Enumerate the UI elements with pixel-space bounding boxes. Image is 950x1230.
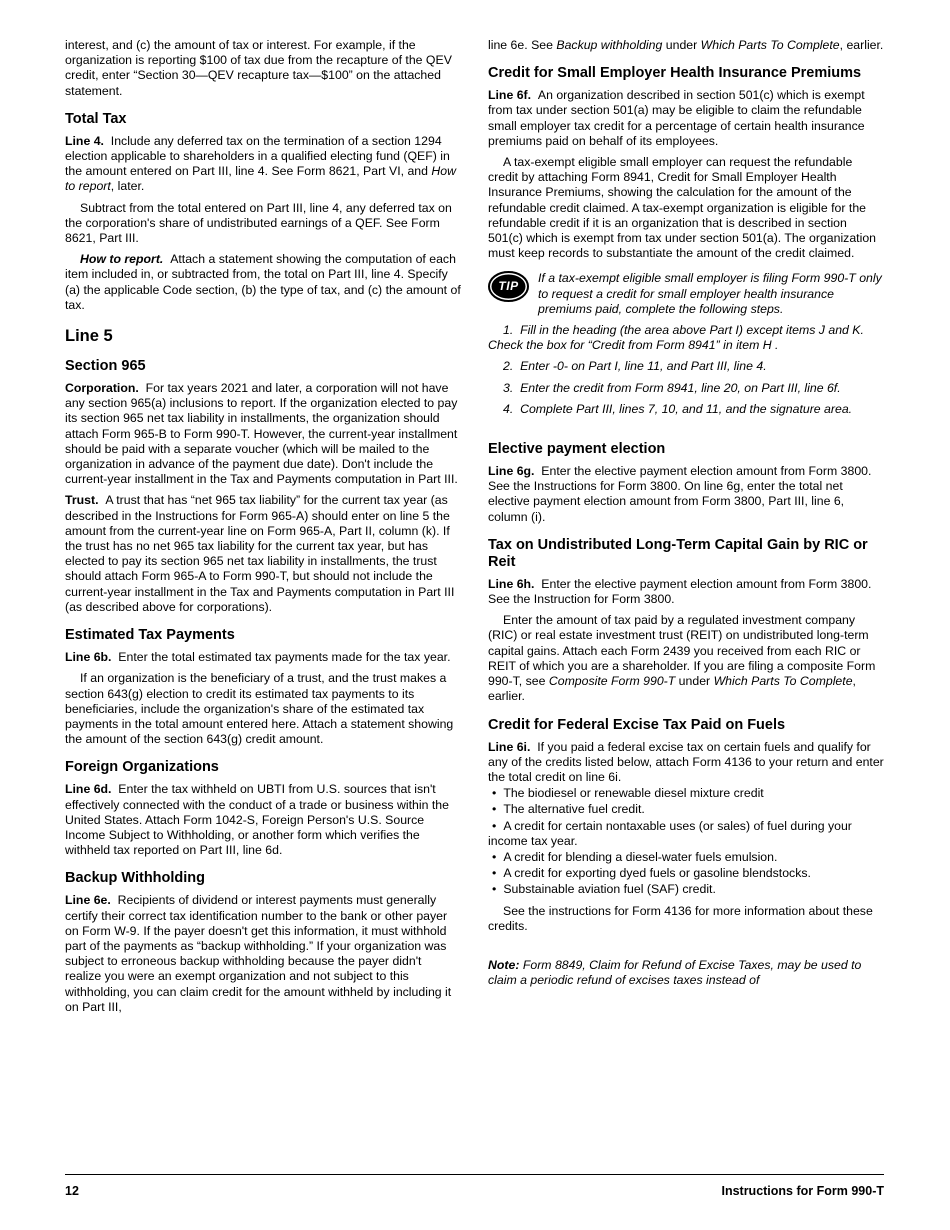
- text-run: , earlier.: [839, 38, 884, 52]
- lead-in-label: Line 6b.: [65, 650, 119, 665]
- text-run: Subtract from the total entered on Part III, line 4, any deferred tax on the corporation's share of undistributed earnings of a QEF. See Form 8621, Part III.: [65, 200, 452, 246]
- paragraph: [488, 740, 884, 786]
- left-column: [65, 38, 461, 1015]
- text-run: An organization described in section 501(c) which is exempt from tax under section 501(a) may be eligible to claim the refundable small employer tax credit for a percentage of certain health insurance premiums paid on behalf of its employees.: [488, 88, 865, 148]
- bullet-list-item: [488, 882, 884, 897]
- two-column-layout: [65, 38, 884, 1015]
- lead-in-label: Line 6i.: [488, 739, 538, 754]
- text-run: 1. Fill in the heading (the area above Part I) except items J and K. Check the box for “Credit from Form 8941” in item H .: [488, 323, 864, 353]
- tip-callout: [488, 271, 884, 317]
- bullet-marker: •: [492, 866, 497, 881]
- bullet-list-item: [488, 866, 884, 881]
- section-heading: Estimated Tax Payments: [65, 627, 235, 644]
- text-run: Which Parts To Complete: [700, 38, 840, 52]
- text-run: A credit for blending a diesel-water fuels emulsion.: [503, 849, 778, 864]
- paragraph: [488, 155, 884, 261]
- paragraph: [65, 134, 461, 195]
- bullet-marker: •: [492, 802, 497, 817]
- bullet-marker: •: [492, 786, 497, 801]
- section-heading: Credit for Small Employer Health Insurance Premiums: [488, 65, 862, 82]
- text-run: 4. Complete Part III, lines 7, 10, and 11, and the signature area.: [503, 401, 853, 416]
- paragraph: [488, 38, 884, 53]
- text-run: A trust that has “net 965 tax liability” for the current tax year (as described in the Instructions for Form 965-A) should enter on line 5 the amount from the current-year line on Form 965-A, Part II, column (k). If the trust has no net 965 tax liability for the current tax year, but has elected to pay its section 965 net tax liability in installments, the trust should attach Form 965-A to Form 990-T, but should not include the current-year installment in the Tax and Payments computation in Part III (as described above for corporations).: [65, 493, 455, 614]
- bullet-list-item: [488, 802, 884, 817]
- text-run: under: [662, 38, 701, 52]
- paragraph: [488, 613, 884, 704]
- paragraph: [65, 893, 461, 1015]
- text-run: See the instructions for Form 4136 for more information about these credits.: [488, 903, 873, 933]
- paragraph: [65, 671, 461, 747]
- text-run: 3. Enter the credit from Form 8941, line 20, on Part III, line 6f.: [503, 380, 841, 395]
- tip-icon: TIP: [488, 271, 529, 302]
- text-run: , later.: [110, 179, 145, 194]
- text-run: Backup withholding: [556, 38, 663, 52]
- bullet-list-item: [488, 819, 884, 849]
- text-run: Form 8849,: [522, 957, 590, 972]
- lead-in-label: Line 6e.: [65, 893, 118, 908]
- text-run: 2. Enter -0- on Part I, line 11, and Part III, line 4.: [503, 359, 767, 374]
- text-run: If a tax-exempt eligible small employer is filing Form 990-T only to request a credit for small employer health insurance premiums paid, complete the following steps.: [538, 271, 882, 316]
- paragraph: [65, 201, 461, 247]
- paragraph: [65, 38, 461, 99]
- paragraph: [488, 402, 884, 417]
- lead-in-label: Trust.: [65, 493, 106, 508]
- text-run: Include any deferred tax on the termination of a section 1294 election applicable to shareholders in a qualified electing fund (QEF) in the amount entered on Part III, line 4. See Form 8621, Part VI, and: [65, 133, 450, 179]
- section-heading: Section 965: [65, 358, 146, 375]
- text-run: Recipients of dividend or interest payments must generally certify their correct tax identification number to the bank or other payer on Form W-9. If the payer doesn't get this information, it must withhold part of the payments as “backup withholding.” If your organization was subject to erroneous backup withholding because the payer didn't realize you were an exempt organization and not subject to this withholding, you can claim credit for the amount withheld by including it on Part III,: [65, 893, 452, 1014]
- bullet-list-item: [488, 786, 884, 801]
- text-run: under: [675, 674, 714, 689]
- page-footer: [65, 1174, 884, 1198]
- text-run: Attach a statement showing the computation of each item included in, or subtracted from, the total on Part III, line 4. Specify (a) the applicable Code section, (b) the type of tax, and (c) the amount of tax.: [65, 252, 461, 312]
- text-run: The alternative fuel credit.: [503, 802, 645, 817]
- text-run: Enter the elective payment election amount from Form 3800. See the Instructions for Form 3800. On line 6g, enter the total net elective payment election amount from Form 3800, Part III, line 6, column (i).: [488, 464, 872, 524]
- lead-in-label: Line 6h.: [488, 576, 542, 591]
- section-heading: Credit for Federal Excise Tax Paid on Fuels: [488, 716, 786, 733]
- lead-in-label: Note:: [488, 957, 523, 972]
- lead-in-label: Line 4.: [65, 133, 111, 148]
- text-run: Enter the total estimated tax payments made for the tax year.: [118, 650, 451, 665]
- text-run: Claim for Refund of Excise Taxes, may be used to claim a periodic refund of excises taxes instead of: [488, 957, 862, 988]
- paragraph: [488, 88, 884, 149]
- paragraph: [488, 904, 884, 934]
- paragraph: [488, 323, 884, 353]
- lead-in-label: Line 6d.: [65, 782, 119, 797]
- bullet-list-item: [488, 850, 884, 865]
- text-run: Which Parts To Complete: [713, 674, 853, 689]
- bullet-marker: •: [492, 849, 497, 864]
- text-run: A credit for certain nontaxable uses (or sales) of fuel during your income tax year.: [488, 818, 852, 848]
- text-run: How to report: [65, 164, 456, 194]
- paragraph: [488, 464, 884, 525]
- paragraph: [65, 782, 461, 858]
- section-heading: Line 5: [65, 327, 113, 346]
- lead-in-label: Line 6f.: [488, 88, 538, 103]
- bullet-marker: •: [492, 818, 497, 833]
- text-run: Enter the elective payment election amount from Form 3800. See the Instruction for Form 3800.: [488, 576, 872, 607]
- text-run: , earlier.: [488, 674, 856, 704]
- tip-text: [538, 271, 884, 317]
- text-run: Composite Form 990-T: [548, 674, 676, 689]
- text-run: interest, and (c) the amount of tax or interest. For example, if the organization is reporting $100 of tax due from the recapture of the QEV credit, enter “Section 30—QEV recapture tax—$100” on the attached statement.: [65, 38, 452, 98]
- section-heading: Elective payment election: [488, 441, 666, 458]
- section-heading: Foreign Organizations: [65, 759, 219, 776]
- paragraph: [488, 359, 884, 374]
- text-run: The biodiesel or renewable diesel mixture credit: [503, 786, 764, 801]
- bullet-marker: •: [492, 882, 497, 897]
- text-run: If an organization is the beneficiary of a trust, and the trust makes a section 643(g) election to credit its estimated tax payments to its beneficiaries, include the organization's share of the estimated tax payments in the total amount entered here. Attach a statement showing the amount of the section 643(g) credit amount.: [65, 671, 454, 747]
- footer-title: Instructions for Form 990-T: [721, 1184, 884, 1198]
- text-run: Enter the tax withheld on UBTI from U.S. sources that isn't effectively connected with the conduct of a trade or business within the United States. Attach Form 1042-S, Foreign Person's U.S. Source Income Subject to Withholding, or another form which verifies the withheld tax reported on Part III, line 6d.: [65, 782, 449, 858]
- text-run: A credit for exporting dyed fuels or gasoline blendstocks.: [503, 866, 811, 881]
- text-run: For tax years 2021 and later, a corporation will not have any section 965(a) inclusions to report. If the organization elected to pay its section 965 net tax liability in installments, the organization should attach Form 965-B to Form 990-T. However, the current-year installment should be paid with a separate voucher (which will be mailed to the organization in advance of the payment due date). Don't include the current-year installment in the Tax and Payments computation in Part III.: [65, 381, 458, 487]
- text-run: Substainable aviation fuel (SAF) credit.: [503, 882, 716, 897]
- page-number: 12: [65, 1184, 79, 1198]
- text-run: If you paid a federal excise tax on certain fuels and qualify for any of the credits listed below, attach Form 4136 to your return and enter the total credit on line 6i.: [488, 739, 884, 784]
- paragraph: [65, 493, 461, 615]
- text-run: Enter the amount of tax paid by a regulated investment company (RIC) or real estate investment trust (REIT) on undistributed long-term capital gains. Attach each Form 2439 you received from each RIC or REIT of which you are a shareholder. If you are filing a composite Form 990-T, see: [488, 613, 876, 689]
- lead-in-label: Corporation.: [65, 381, 146, 396]
- lead-in-label: Line 6g.: [488, 464, 542, 479]
- lead-in-label: How to report.: [80, 252, 171, 267]
- text-run: line 6e. See: [488, 38, 557, 52]
- section-heading: Total Tax: [65, 110, 127, 127]
- section-heading: Backup Withholding: [65, 870, 206, 887]
- right-column: [488, 38, 884, 1015]
- paragraph: [488, 958, 884, 988]
- text-run: A tax-exempt eligible small employer can request the refundable credit by attaching Form 8941, Credit for Small Employer Health Insurance Premiums, showing the calculation for the amount of the refundable credit claimed. A tax-exempt organization is eligible for the refundable credit if it is an organization that is described in section 501(c) which is exempt from tax under section 501(a). The organization must keep records to substantiate the amount of the credit claimed.: [488, 155, 877, 261]
- paragraph: [65, 650, 461, 665]
- paragraph: [488, 577, 884, 607]
- paragraph: [65, 381, 461, 487]
- paragraph: [488, 381, 884, 396]
- paragraph: [65, 252, 461, 313]
- section-heading: Tax on Undistributed Long-Term Capital Gain by RIC or Reit: [488, 536, 868, 570]
